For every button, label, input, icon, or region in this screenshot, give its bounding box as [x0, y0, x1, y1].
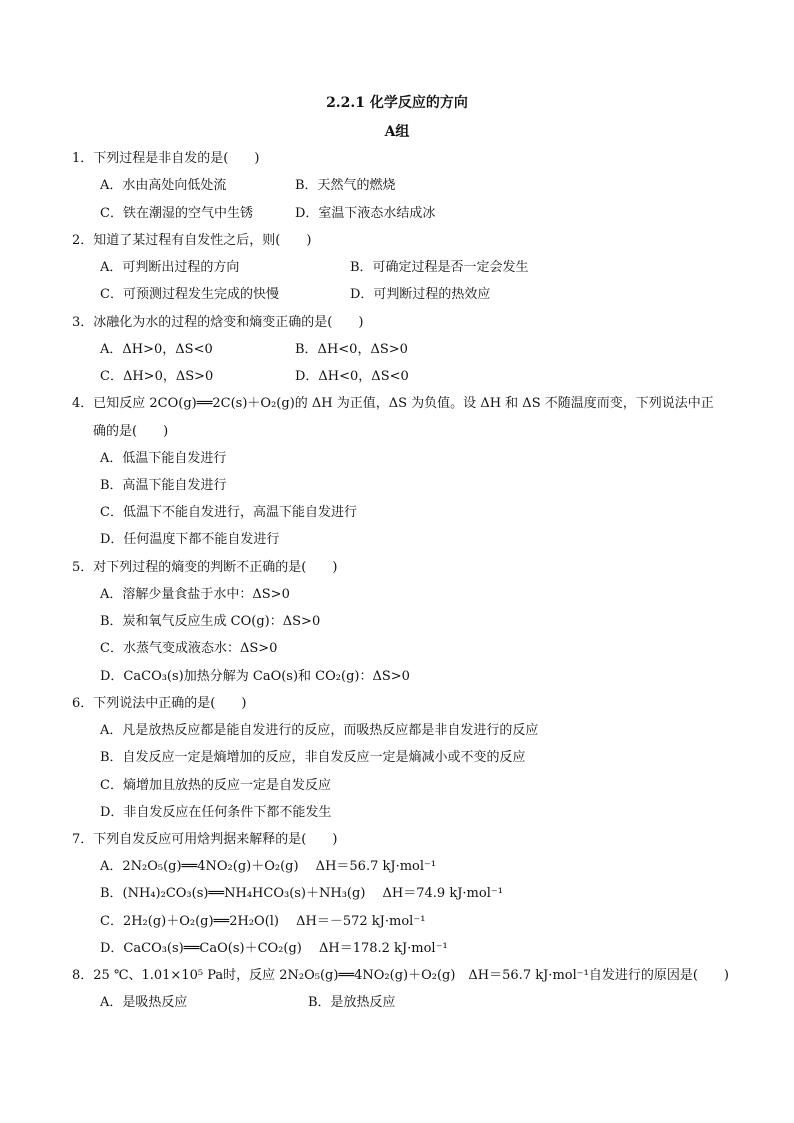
question-7-option-b: B．(NH₄)₂CO₃(s)══NH₄HCO₃(s)＋NH₃(g) ΔH＝74.9 kJ·mol⁻¹	[100, 886, 503, 901]
question-4-option-d: D．任何温度下都不能自发进行	[100, 532, 280, 547]
question-1-option-d: D．室温下液态水结成冰	[295, 206, 436, 221]
question-4-stem: 4．已知反应 2CO(g)══2C(s)＋O₂(g)的 ΔH 为正值，ΔS 为负值。设 ΔH 和 ΔS 不随温度而变，下列说法中正	[72, 396, 714, 411]
question-4-stem-continued: 确的是( )	[93, 424, 169, 439]
question-7-stem: 7．下列自发反应可用焓判据来解释的是( )	[72, 832, 338, 847]
question-1-option-b: B．天然气的燃烧	[295, 178, 396, 193]
question-8-option-a: A．是吸热反应	[100, 995, 188, 1010]
question-3-option-c: C．ΔH>0，ΔS>0	[100, 369, 214, 384]
question-4-option-a: A．低温下能自发进行	[100, 451, 227, 466]
question-2-option-b: B．可确定过程是否一定会发生	[350, 260, 529, 275]
question-8-option-b: B．是放热反应	[308, 995, 396, 1010]
question-1-stem: 1．下列过程是非自发的是( )	[72, 151, 260, 166]
question-6-option-d: D．非自发反应在任何条件下都不能发生	[100, 805, 332, 820]
question-1-option-a: A．水由高处向低处流	[100, 178, 227, 193]
question-6-option-b: B．自发反应一定是熵增加的反应，非自发反应一定是熵减小或不变的反应	[100, 750, 526, 765]
question-1-option-c: C．铁在潮湿的空气中生锈	[100, 206, 253, 221]
question-3-option-b: B．ΔH<0，ΔS>0	[295, 342, 408, 357]
question-5-option-d: D．CaCO₃(s)加热分解为 CaO(s)和 CO₂(g)：ΔS>0	[100, 669, 410, 684]
question-3-stem: 3．冰融化为水的过程的焓变和熵变正确的是( )	[72, 315, 364, 330]
question-3-option-a: A．ΔH>0，ΔS<0	[100, 342, 213, 357]
question-7-option-a: A．2N₂O₅(g)══4NO₂(g)＋O₂(g) ΔH＝56.7 kJ·mol⁻¹	[100, 859, 437, 874]
question-2-stem: 2．知道了某过程有自发性之后，则( )	[72, 233, 312, 248]
question-8-stem: 8．25 ℃、1.01×10⁵ Pa时，反应 2N₂O₅(g)══4NO₂(g)＋O₂(g) ΔH＝56.7 kJ·mol⁻¹自发进行的原因是( )	[72, 968, 729, 983]
question-5-option-c: C．水蒸气变成液态水：ΔS>0	[100, 641, 278, 656]
question-2-option-a: A．可判断出过程的方向	[100, 260, 240, 275]
question-4-option-b: B．高温下能自发进行	[100, 478, 227, 493]
question-5-option-a: A．溶解少量食盐于水中：ΔS>0	[100, 587, 290, 602]
question-7-option-d: D．CaCO₃(s)══CaO(s)＋CO₂(g) ΔH＝178.2 kJ·mol⁻¹	[100, 941, 448, 956]
question-5-stem: 5．对下列过程的熵变的判断不正确的是( )	[72, 560, 338, 575]
question-7-option-c: C．2H₂(g)＋O₂(g)══2H₂O(l) ΔH＝－572 kJ·mol⁻¹	[100, 914, 426, 929]
question-6-option-c: C．熵增加且放热的反应一定是自发反应	[100, 778, 331, 793]
question-3-option-d: D．ΔH<0，ΔS<0	[295, 369, 409, 384]
question-2-option-d: D．可判断过程的热效应	[350, 287, 491, 302]
page-title: 2.2.1 化学反应的方向	[326, 95, 468, 111]
question-5-option-b: B．炭和氧气反应生成 CO(g)：ΔS>0	[100, 614, 321, 629]
question-6-option-a: A．凡是放热反应都是能自发进行的反应，而吸热反应都是非自发进行的反应	[100, 723, 539, 738]
question-4-option-c: C．低温下不能自发进行，高温下能自发进行	[100, 505, 357, 520]
question-6-stem: 6．下列说法中正确的是( )	[72, 696, 247, 711]
group-heading: A组	[384, 124, 410, 140]
question-2-option-c: C．可预测过程发生完成的快慢	[100, 287, 279, 302]
